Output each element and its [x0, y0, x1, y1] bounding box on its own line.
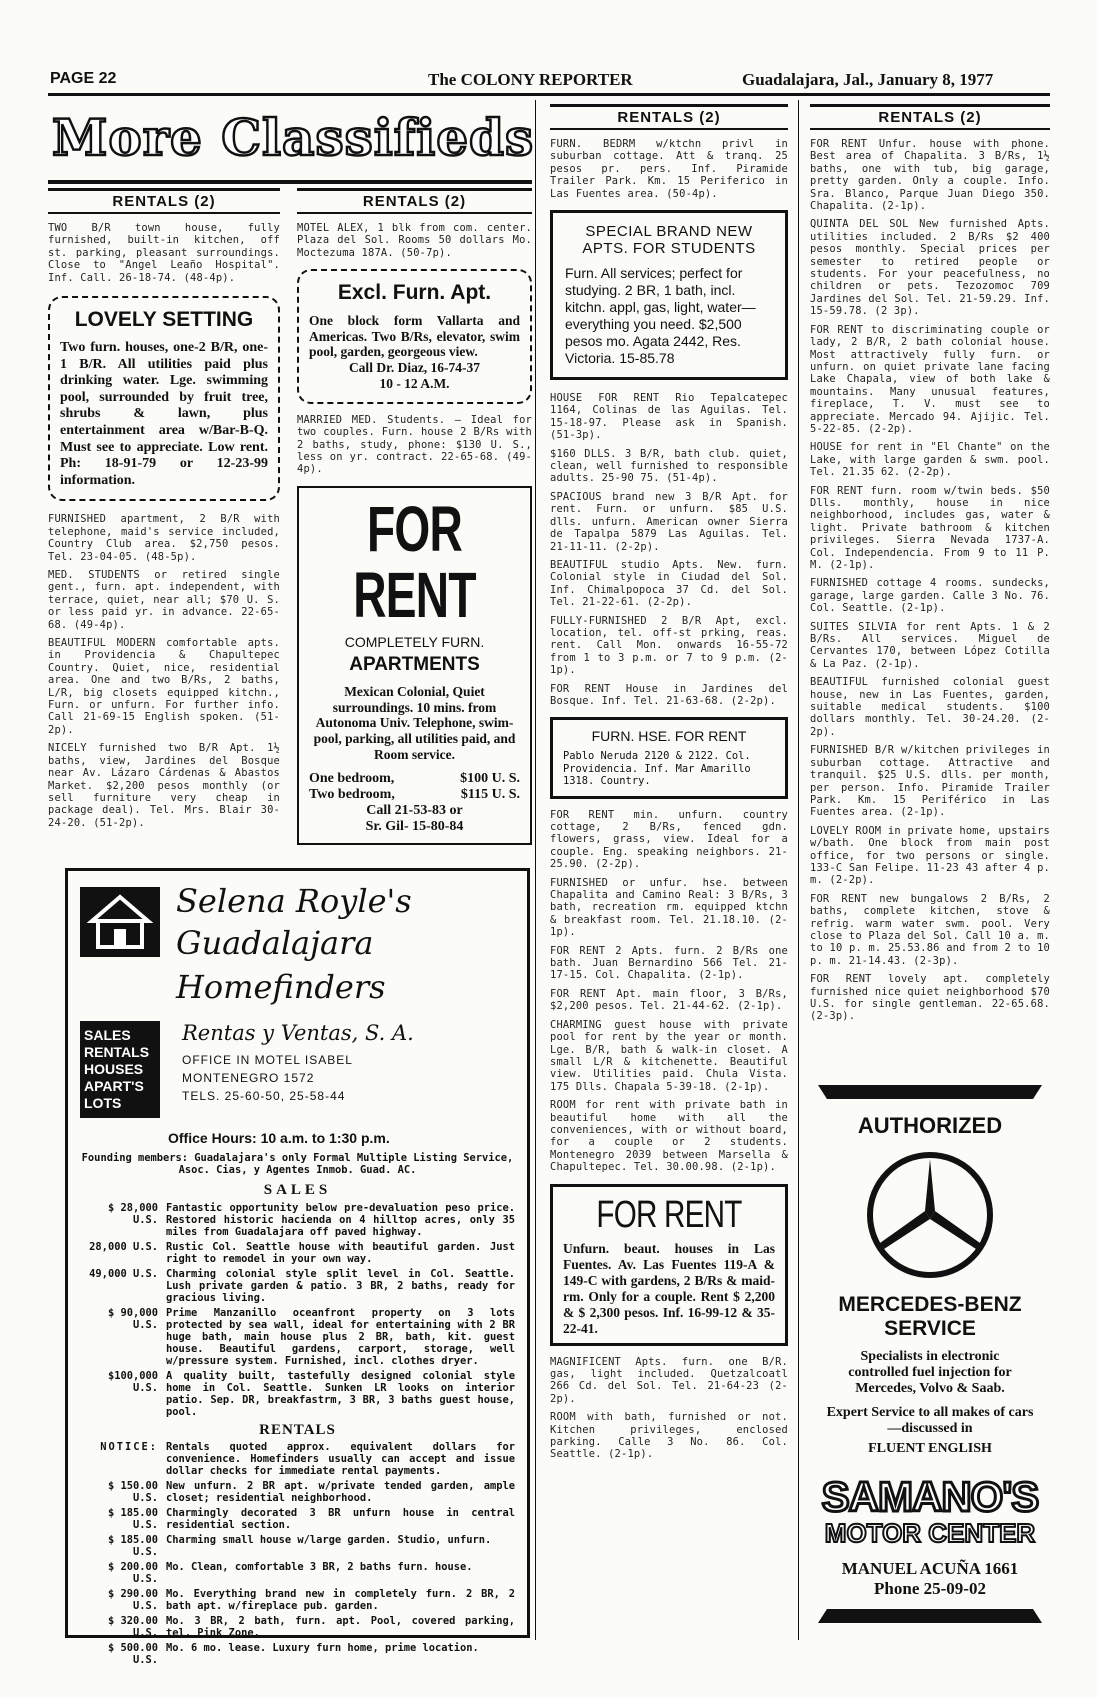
rental-listing: [80, 1561, 515, 1585]
price-label: One bedroom,: [309, 770, 395, 786]
sales-heading: SALES: [263, 1182, 332, 1198]
services-tag-block: [80, 1021, 160, 1118]
ad-call: Call Dr. Diaz, 16-74-37: [348, 359, 481, 375]
listing-price: $ 290.00 U.S.: [107, 1588, 158, 1612]
ad-title: APTS. FOR STUDENTS: [582, 240, 756, 258]
rental-listing: [80, 1615, 515, 1639]
listing-text: Fantastic opportunity below pre-devaluation peso price. Restored historic hacienda on 4 hilltop acres, only 35 miles from Guadalajara off paved highway.: [166, 1202, 515, 1238]
classified-ad: FOR RENT Apt. main floor, 3 B/Rs, $2,200 pesos. Tel. 21-44-62. (2-1p).: [550, 987, 788, 1013]
ad-call: Sr. Gil- 15-80-84: [365, 818, 464, 834]
classified-ad: FURNISHED or unfur. hse. between Chapalita and Camino Real: 3 B/Rs, 3 bath, recreation rm. equipped ktchn & breakfast room. Tel. 21.18.10. (2-1p).: [550, 876, 788, 939]
furn-house-ad: [550, 717, 788, 798]
listing-text: Mo. Everything brand new in completely furn. 2 BR, 2 bath apt. w/fireplace pub. garden.: [166, 1588, 515, 1612]
office-location: OFFICE IN MOTEL ISABEL: [182, 1053, 353, 1067]
service-tag: HOUSES: [84, 1061, 144, 1077]
sales-listing: [80, 1370, 515, 1418]
ad-subtitle: COMPLETELY FURN.: [344, 633, 485, 650]
sales-listing: [80, 1202, 515, 1238]
listing-text: Mo. 6 mo. lease. Luxury furn home, prime location.: [166, 1642, 479, 1654]
rentals-notice: [80, 1441, 515, 1477]
listing-text: Charming small house w/large garden. Studio, unfurn.: [166, 1534, 492, 1546]
rentals-heading: RENTALS: [259, 1422, 336, 1438]
sales-listing: [80, 1241, 515, 1265]
expert-text: Expert Service to all makes of cars—discussed in: [826, 1405, 1034, 1436]
classified-ad: FOR RENT new bungalows 2 B/Rs, 2 baths, complete kitchen, stove & refrig. warm water swm. pool. Very close to Plaza del Sol. Call 10 a. m. to 10 p. m. 25.53.86 and from 2 to 10 p. m. 21-14.43. (2-3p).: [810, 892, 1050, 967]
classified-ad: FULLY-FURNISHED 2 B/R Apt, excl. location, tel. off-st prking, reas. rent. Call Mon. onwards 16-55-72 from 1 to 3 p.m. or 7 to 9 p.m. (2-1p).: [550, 614, 788, 677]
listing-text: Charmingly decorated 3 BR unfurn house in central residential section.: [166, 1507, 515, 1531]
newspaper-name: The COLONY REPORTER: [428, 70, 633, 89]
fluent-english: FLUENT ENGLISH: [868, 1441, 992, 1456]
masthead-rule: [48, 180, 532, 184]
price-label: Two bedroom,: [309, 786, 395, 802]
classified-ad: SUITES SILVIA for rent Apts. 1 & 2 B/Rs. All services. Miguel de Cervantes 170, between López Cotilla & La Paz. (2-1p).: [810, 620, 1050, 670]
listing-price: $ 28,000 U.S.: [107, 1202, 158, 1226]
ad-subtitle: APARTMENTS: [349, 653, 480, 675]
service-tag: RENTALS: [84, 1044, 150, 1060]
classified-ad: FOR RENT lovely apt. completely furnished nice quiet neighborhood $70 U.S. for single gentleman. 22-65.68. (2-3p).: [810, 973, 1050, 1023]
ad-title: SPECIAL BRAND NEW: [585, 223, 753, 241]
listing-price: 28,000 U.S.: [89, 1241, 158, 1253]
classified-ad: ROOM for rent with private bath in beautiful home with all the conveniences, with or without board, for a couple or 2 students. Montenegro 2039 between Marsella & Chapultepec. Tel. 30.00.98. (2-1p).: [550, 1099, 788, 1174]
classified-ad: FOR RENT House in Jardines del Bosque. Inf. Tel. 21-63-68. (2-2p).: [550, 682, 788, 707]
rental-listing: [80, 1480, 515, 1504]
classified-ad: MAGNIFICENT Apts. furn. one B/R. gas, light included. Quetzalcoatl 266 Cd. del Sol. Tel. 21-64-23 (2-2p).: [550, 1355, 788, 1405]
ad-body: One block form Vallarta and Americas. Two B/Rs, elevator, swim pool, garden, georgeous view.: [309, 313, 520, 360]
ad-body: Unfurn. beaut. houses in Las Fuentes. Av. Las Fuentes 119-A & 149-C with gardens, 2 B/Rs & maid-rm. Only for a couple. Rent $ 2,200 & $ 2,300 pesos. Inf. 16-99-12 & 35-22-41.: [563, 1240, 775, 1336]
section-heading: RENTALS (2): [550, 104, 788, 130]
listing-price: $ 185.00 U.S.: [107, 1534, 158, 1558]
logo-text: MOTOR CENTER: [824, 1518, 1036, 1548]
price-value: $100 U. S.: [460, 770, 520, 786]
ad-top-bar: [818, 1085, 1042, 1099]
listing-text: Mo. Clean, comfortable 3 BR, 2 baths furn. house.: [166, 1561, 473, 1573]
shop-phone: Phone 25-09-02: [874, 1579, 986, 1598]
listing-price: $ 500.00 U.S.: [107, 1642, 158, 1666]
masthead-title: More Classifieds: [52, 108, 535, 167]
service-title: SERVICE: [884, 1317, 976, 1340]
classified-ad: TWO B/R town house, fully furnished, built-in kitchen, off st. parking, pleasant surroundings. Close to "Angel Leaño Hospital". Inf. Call. 26-18-74. (48-4p).: [48, 222, 280, 284]
classified-ad: MOTEL ALEX, 1 blk from com. center. Plaza del Sol. Rooms 50 dollars Mo. Moctezuma 187A. (50-7p).: [297, 222, 532, 259]
listing-price: 49,000 U.S.: [89, 1268, 158, 1280]
ad-call: Call 21-53-83 or: [366, 802, 463, 818]
column-divider: [535, 100, 536, 1640]
column-1: [48, 188, 280, 860]
mercedes-service-ad: [810, 1085, 1050, 1625]
classified-ad: BEAUTIFUL studio Apts. New. furn. Colonial style in Ciudad del Sol. Inf. Chimalpopoca 37 Cd. del Sol. Tel. 21-22-61. (2-2p).: [550, 558, 788, 609]
notice-label: NOTICE:: [100, 1441, 158, 1453]
listing-text: Rustic Col. Seattle house with beautiful garden. Just right to remodel in your own way.: [166, 1241, 515, 1265]
ad-hours: 10 - 12 A.M.: [379, 375, 450, 391]
section-heading: RENTALS (2): [810, 104, 1050, 130]
house-logo-icon: [80, 887, 160, 957]
founding-members: Founding members: Guadalajara's only Formal Multiple Listing Service, Asoc. Cias, y Agentes Inmob. Guad. AC.: [81, 1152, 514, 1176]
price-row: [309, 771, 520, 787]
classified-ad: FURNISHED apartment, 2 B/R with telephone, maid's service included, Country Club area. $2,750 pesos. Tel. 23-04-05. (48-5p).: [48, 513, 280, 563]
column-2: [297, 188, 532, 860]
classified-ad: NICELY furnished two B/R Apt. 1½ baths, view, Jardines del Bosque near Av. Lázaro Cárdenas & Abastos Market. $2,200 pesos monthly (or sell furniture very cheap in package deal). Tel. Mrs. Blair 30-24-20. (51-2p).: [48, 742, 280, 829]
mercedes-star-icon: [864, 1149, 996, 1281]
ad-title: FURN. HSE. FOR RENT: [591, 728, 747, 745]
sales-listing: [80, 1268, 515, 1304]
ad-body: Mexican Colonial, Quiet surroundings. 10 mins. from Autonoma Univ. Telephone, swim-pool, parking, all utilities paid, and Room service.: [313, 683, 516, 762]
classified-ad: $160 DLLS. 3 B/R, bath club. quiet, clean, well furnished to responsible adults. 25-90 75. (51-4p).: [550, 447, 788, 485]
classified-ad: FOR RENT furn. room w/twin beds. $50 Dlls. monthly, house in nice neighborhood, includes gas, water & light. Private bathroom & kitchen privileges. Sierra Nevada 1737-A. Col. Independencia. From 9 to 11 P. M. (2-1p).: [810, 484, 1050, 571]
ad-title: Excl. Furn. Apt.: [337, 281, 492, 305]
office-address: MONTENEGRO 1572: [182, 1071, 315, 1085]
homefinders-name: Guadalajara Homefinders: [176, 924, 386, 1006]
classified-ad: ROOM with bath, furnished or not. Kitchen privileges, enclosed parking. Calle 3 No. 86. Col. Seattle. (2-1p).: [550, 1411, 788, 1461]
rental-listing: [80, 1588, 515, 1612]
section-heading: RENTALS (2): [48, 188, 280, 214]
service-tag: APART'S: [84, 1078, 144, 1094]
lovely-setting-ad: [48, 296, 280, 501]
column-3: [550, 104, 788, 1642]
authorized-label: AUTHORIZED: [857, 1113, 1003, 1138]
listing-price: $ 150.00 U.S.: [107, 1480, 158, 1504]
service-title: MERCEDES-BENZ: [838, 1293, 1022, 1316]
ad-body: Pablo Neruda 2120 & 2122. Col. Providencia. Inf. Mar Amarillo 1318. Country.: [563, 750, 751, 788]
for-rent-apartments-ad: [297, 486, 532, 845]
section-heading: RENTALS (2): [297, 188, 532, 214]
classified-ad: MED. STUDENTS or retired single gent., furn. apt. independent, with terrace, quiet, near all; $70 U. S. or less paid yr. in advance. 22-65-68. (49-4p).: [48, 569, 280, 631]
listing-price: $ 200.00 U.S.: [107, 1561, 158, 1585]
price-value: $115 U. S.: [460, 786, 520, 802]
rental-listing: [80, 1642, 515, 1666]
special-apts-ad: [550, 210, 788, 380]
sales-listing: [80, 1307, 515, 1367]
specialists-text: Specialists in electronic controlled fuel injection for Mercedes, Volvo & Saab.: [848, 1349, 1012, 1396]
classified-ad: FOR RENT Unfur. house with phone. Best area of Chapalita. 3 B/Rs, 1½ baths, one with tub, big garage, pretty garden. Only a couple. Info. Sra. Blanco, Parque Juan Diego 350. Chapalita. (2-1p).: [810, 138, 1050, 213]
homefinders-name: Selena Royle's: [176, 882, 412, 920]
office-phones: TELS. 25-60-50, 25-58-44: [182, 1089, 346, 1103]
classified-ad: LOVELY ROOM in private home, upstairs w/bath. One block from main post office, for two persons or single. 133-C San Felipe. 11-23 43 after 4 p. m. (2-2p).: [810, 824, 1050, 887]
classified-ad: FOR RENT min. unfurn. country cottage, 2 B/Rs, fenced gdn. flowers, grass, view. Ideal for a couple. Eng. speaking neighbors. 21-25.90. (2-2p).: [550, 808, 788, 871]
ad-title: LOVELY SETTING: [74, 308, 254, 332]
listing-price: $ 185.00 U.S.: [107, 1507, 158, 1531]
company-name: Rentas y Ventas, S. A.: [182, 1021, 414, 1045]
ad-title: FOR RENT: [353, 492, 476, 631]
listing-price: $100,000 U.S.: [107, 1370, 158, 1394]
masthead: [52, 108, 535, 170]
ad-bottom-bar: [818, 1609, 1042, 1623]
listing-text: Mo. 3 BR, 2 bath, furn. apt. Pool, covered parking, tel. Pink Zone.: [166, 1615, 515, 1639]
classified-ad: FURNISHED cottage 4 rooms. sundecks, garage, large garden. Calle 3 No. 76. Col. Seattle. (2-1p).: [810, 577, 1050, 615]
listing-text: A quality built, tastefully designed colonial style home in Col. Seattle. Sunken LR looks on interior patio. Sep. DR, breakfastrm, 3 BR, 3 baths guest house, pool.: [166, 1370, 515, 1418]
ad-body: Two furn. houses, one-2 B/R, one-1 B/R. All utilities paid plus drinking water. Lge. swimming pool, surrounded by fruit tree, shrubs & lawn, plus entertainment area w/Bar-B-Q. Must see to appreciate. Low rent. Ph: 18-91-79 or 12-23-99 information.: [60, 340, 268, 488]
samanos-logo: [810, 1475, 1050, 1547]
page-number: PAGE 22: [50, 70, 117, 87]
shop-address: MANUEL ACUÑA 1661: [841, 1559, 1019, 1578]
classified-ad: MARRIED MED. Students. — Ideal for two couples. Furn. house 2 B/Rs with 2 baths, study, phone: $130 U. S., less on yr. contract. 22-65-68. (49-4p).: [297, 413, 532, 476]
excl-furn-apt-ad: [297, 269, 532, 404]
service-tag: SALES: [84, 1027, 131, 1043]
listing-price: $ 90,000 U.S.: [107, 1307, 158, 1331]
classified-ad: CHARMING guest house with private pool for rent by the year or month. Lge. B/R, bath & walk-in closet. A small L/R & kitchenette. Beautiful view. Utilities paid. Chula Vista. 175 Dlls. Chapala 5-39-18. (2-1p).: [550, 1018, 788, 1093]
office-hours: Office Hours: 10 a.m. to 1:30 p.m.: [168, 1130, 390, 1146]
classified-ad: SPACIOUS brand new 3 B/R Apt. for rent. Furn. or unfurn. $85 U.S. dlls. unfurn. American owner Sierra de Tapalpa 5879 Las Aguilas. Tel. 21-11-11. (2-2p).: [550, 490, 788, 553]
ad-title: FOR RENT: [596, 1193, 742, 1236]
classified-ad: HOUSE for rent in "El Chante" on the Lake, with large garden & swm. pool. Tel. 21.35 62. (2-2p).: [810, 441, 1050, 479]
header-rule: [48, 93, 1050, 96]
ad-body: Furn. All services; perfect for studying. 2 BR, 1 bath, incl. kitchn. appl, gas, light, water—everything you need. $2,500 pesos mo. Agata 2442, Res. Victoria. 15-85.78: [565, 265, 756, 367]
classified-ad: BEAUTIFUL MODERN comfortable apts. in Providencia & Chapultepec Country. Quiet, nice, residential area. One and two B/Rs, 2 baths, L/R, big closets equipped kitchn., Furn. or unfurn. For further info. Call 21-69-15 English spoken. (51-2p).: [48, 637, 280, 736]
listing-price: $ 320.00 U.S.: [107, 1615, 158, 1639]
classified-ad: FOR RENT 2 Apts. furn. 2 B/Rs one bath. Juan Bernardino 566 Tel. 21-17-15. Col. Chapalita. (2-1p).: [550, 944, 788, 982]
notice-text: Rentals quoted approx. equivalent dollars for convenience. Homefinders usually can accept and issue dollar checks for immediate rental payments.: [166, 1441, 515, 1477]
listing-text: Prime Manzanillo oceanfront property on 3 lots protected by sea wall, ideal for entertaining with 2 BR huge bath, main house plus 2 BR, bath, kit. guest house. Beautiful gardens, carport, storage, well w/pressure system. Furnished, incl. clothes dryer.: [166, 1307, 515, 1367]
price-row: [309, 787, 520, 803]
rental-listing: [80, 1507, 515, 1531]
listing-text: New unfurn. 2 BR apt. w/private tended garden, ample closet; residential neighborhood.: [166, 1480, 515, 1504]
for-rent-houses-ad: [550, 1184, 788, 1346]
classified-ad: BEAUTIFUL furnished colonial guest house, new in Las Fuentes, garden, suitable medical students. $100 dollars monthly. Tel. 30-24.20. (2-2p).: [810, 676, 1050, 738]
column-divider: [798, 100, 799, 1640]
listing-text: Charming colonial style split level in Col. Seattle. Lush private garden & patio. 3 BR, 2 baths, ready for gracious living.: [166, 1268, 515, 1304]
classified-ad: FURNISHED B/R w/kitchen privileges in suburban cottage. Attractive and tranquil. $25 U.S. dlls. per month, per person. Info. Piramide Trailer Park. Km. 15 Periférico in Las Fuentes area. (2-1p).: [810, 744, 1050, 819]
classified-ad: FOR RENT to discriminating couple or lady, 2 B/R, 2 bath colonial house. Most attractively fully furn. or unfurn. on quiet private lane facing Lake Chapala, view of both lake & mountains. Many unusual features, fireplace, T. V. must see to appreciate. Mercado 94. Ajijic. Tel. 5-22-85. (2-2p).: [810, 323, 1050, 435]
classified-ad: FURN. BEDRM w/ktchn privl in suburban cottage. Att & tranq. 25 pesos pr. pers. Inf. Piramide Trailer Park. Km. 15 Periferico in Las Fuentes area. (50-4p).: [550, 138, 788, 200]
rental-listing: [80, 1534, 515, 1558]
dateline: Guadalajara, Jal., January 8, 1977: [742, 70, 994, 89]
homefinders-ad: [65, 868, 530, 1666]
logo-text: SAMANO'S: [821, 1473, 1039, 1520]
classified-ad: QUINTA DEL SOL New furnished Apts. utilities included. 2 B/Rs $2 400 pesos monthly. Special prices per semester to retired people or students. For your peacefulness, no children or pets. Tezozomoc 709 Jardines del Sol. Tel. 21-59.29. Inf. 15-59.78. (2 3p).: [810, 218, 1050, 318]
classified-ad: HOUSE FOR RENT Rio Tepalcatepec 1164, Colinas de las Aguilas. Tel. 15-18-97. Please ask in Spanish. (51-3p).: [550, 392, 788, 442]
service-tag: LOTS: [84, 1095, 122, 1111]
